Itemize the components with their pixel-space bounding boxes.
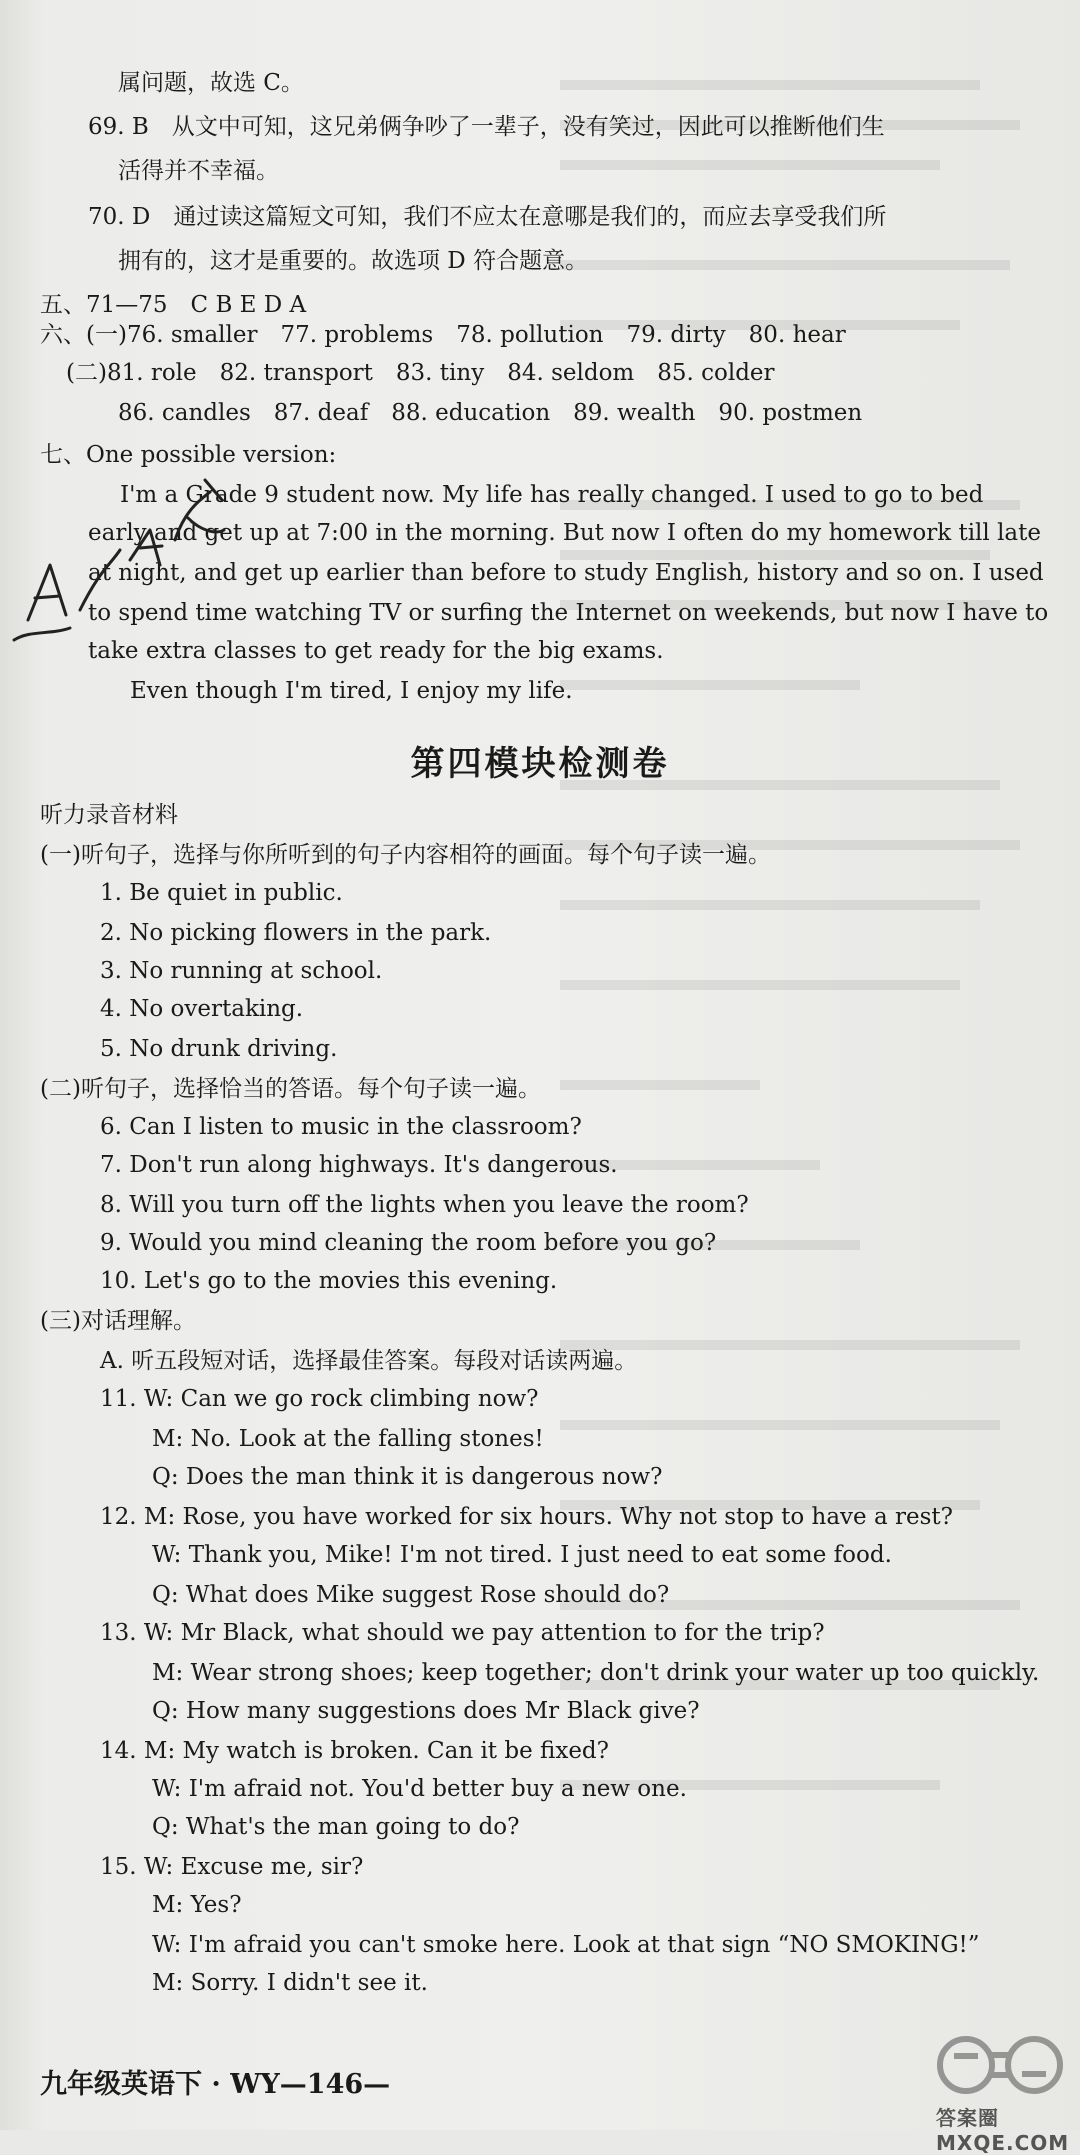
text-line: Q: What does Mike suggest Rose should do? <box>152 1582 670 1608</box>
text-line: 10. Let's go to the movies this evening. <box>100 1268 558 1294</box>
text-line: 六、(一)76. smaller 77. problems 78. pollution 79. dirty 80. hear <box>40 322 846 348</box>
text-line: I'm a Grade 9 student now. My life has really changed. I used to go to bed <box>120 482 984 508</box>
text-line: at night, and get up earlier than before to study English, history and so on. I used <box>88 560 1044 586</box>
text-line: W: I'm afraid not. You'd better buy a new one. <box>152 1776 687 1802</box>
text-line: to spend time watching TV or surfing the Internet on weekends, but now I have to <box>88 600 1049 626</box>
text-line: W: I'm afraid you can't smoke here. Look at that sign “NO SMOKING!” <box>152 1932 980 1958</box>
text-line: Q: What's the man going to do? <box>152 1814 520 1840</box>
text-line: 3. No running at school. <box>100 958 383 984</box>
text-line: (三)对话理解。 <box>40 1308 196 1334</box>
text-line: A. 听五段短对话，选择最佳答案。每段对话读两遍。 <box>100 1348 638 1374</box>
text-line: 拥有的，这才是重要的。故选项 D 符合题意。 <box>118 248 589 274</box>
handwritten-scribble <box>10 470 240 660</box>
section-title: 第四模块检测卷 <box>410 744 670 784</box>
text-line: Q: How many suggestions does Mr Black give? <box>152 1698 700 1724</box>
text-line: M: Sorry. I didn't see it. <box>152 1970 428 1996</box>
text-line: 6. Can I listen to music in the classroom? <box>100 1114 582 1140</box>
text-line: 12. M: Rose, you have worked for six hours. Why not stop to have a rest? <box>100 1504 953 1530</box>
text-line: 2. No picking flowers in the park. <box>100 920 492 946</box>
text-line: M: Yes? <box>152 1892 242 1918</box>
text-line: 七、One possible version: <box>40 442 337 468</box>
text-line: 69. B 从文中可知，这兄弟俩争吵了一辈子，没有笑过，因此可以推断他们生 <box>88 114 885 140</box>
text-line: W: Thank you, Mike! I'm not tired. I just need to eat some food. <box>152 1542 892 1568</box>
text-line: 86. candles 87. deaf 88. education 89. wealth 90. postmen <box>118 400 863 426</box>
text-line: Q: Does the man think it is dangerous now? <box>152 1464 663 1490</box>
text-line: Even though I'm tired, I enjoy my life. <box>130 678 573 704</box>
text-line: 1. Be quiet in public. <box>100 880 343 906</box>
text-line: 13. W: Mr Black, what should we pay attention to for the trip? <box>100 1620 825 1646</box>
text-line: M: No. Look at the falling stones! <box>152 1426 544 1452</box>
text-line: 70. D 通过读这篇短文可知，我们不应太在意哪是我们的，而应去享受我们所 <box>88 204 887 230</box>
text-line: 属问题，故选 C。 <box>118 70 304 96</box>
text-line: 4. No overtaking. <box>100 996 304 1022</box>
text-line: early and get up at 7:00 in the morning. But now I often do my homework till late <box>88 520 1041 546</box>
text-line: 7. Don't run along highways. It's dangerous. <box>100 1152 618 1178</box>
text-line: 14. M: My watch is broken. Can it be fixed? <box>100 1738 609 1764</box>
text-line: take extra classes to get ready for the big exams. <box>88 638 664 664</box>
text-line: 11. W: Can we go rock climbing now? <box>100 1386 539 1412</box>
text-line: 5. No drunk driving. <box>100 1036 338 1062</box>
text-line: 活得并不幸福。 <box>118 158 279 184</box>
text-line: 9. Would you mind cleaning the room before you go? <box>100 1230 717 1256</box>
text-line: M: Wear strong shoes; keep together; don't drink your water up too quickly. <box>152 1660 1040 1686</box>
text-line: (一)听句子，选择与你所听到的句子内容相符的画面。每个句子读一遍。 <box>40 842 771 868</box>
text-line: 8. Will you turn off the lights when you leave the room? <box>100 1192 749 1218</box>
text-line: (二)81. role 82. transport 83. tiny 84. seldom 85. colder <box>66 360 775 386</box>
page-footer: 九年级英语下 · WY—146— <box>40 2069 391 2100</box>
text-line: 15. W: Excuse me, sir? <box>100 1854 364 1880</box>
watermark-logo <box>930 2025 1070 2105</box>
text-line: 听力录音材料 <box>40 802 178 828</box>
text-line: 五、71—75 C B E D A <box>40 292 307 318</box>
watermark-text: 答案圈 MXQE.COM <box>936 2106 1070 2155</box>
text-line: (二)听句子，选择恰当的答语。每个句子读一遍。 <box>40 1076 541 1102</box>
